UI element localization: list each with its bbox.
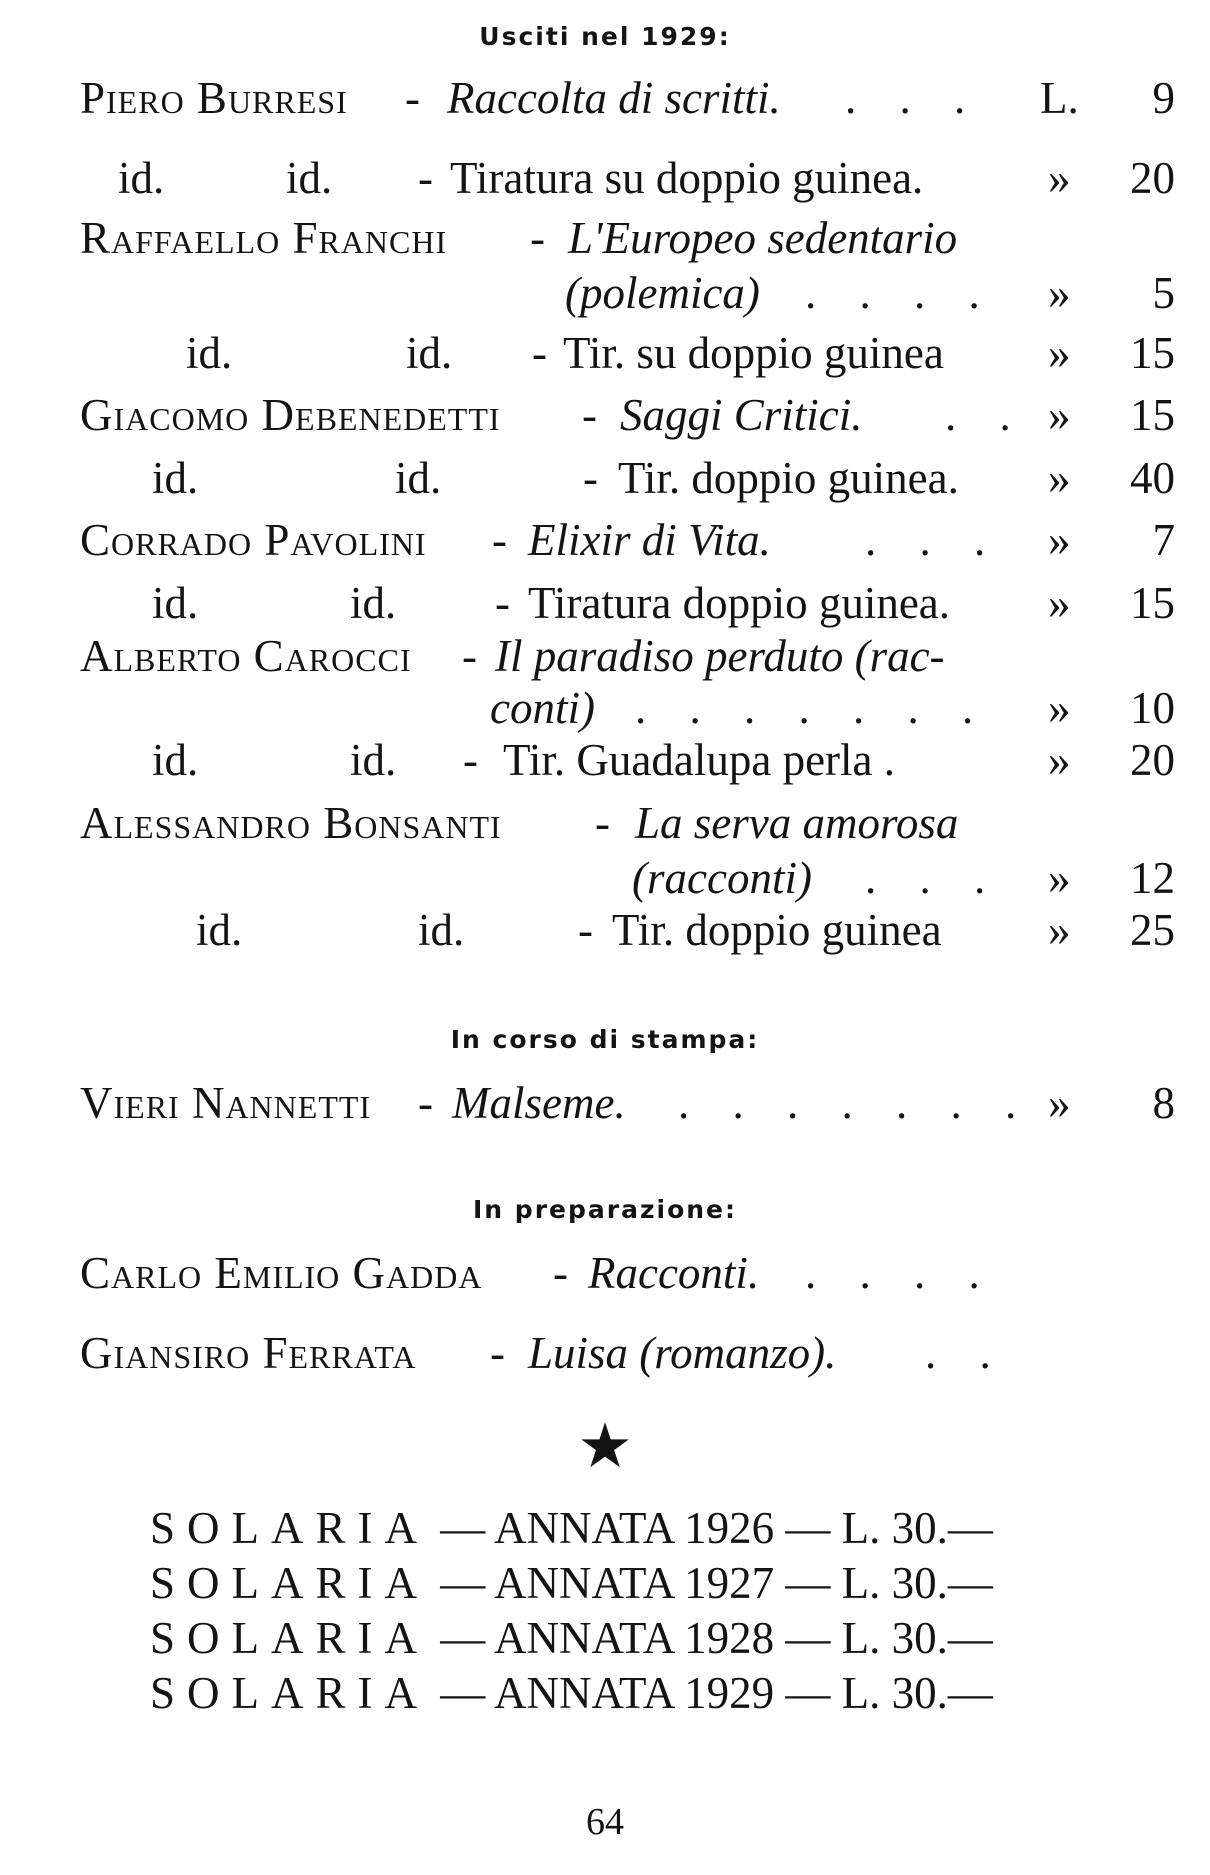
- book-author: Corrado Pavolini: [80, 515, 427, 565]
- book-author: Raffaello Franchi: [80, 213, 448, 263]
- currency: »: [1048, 683, 1071, 733]
- currency: »: [1048, 853, 1071, 903]
- price: 9: [1152, 73, 1175, 123]
- book-title-continued: (racconti): [632, 853, 812, 903]
- separator: -: [405, 73, 420, 123]
- section-heading-in-print: In corso di stampa:: [450, 1025, 760, 1054]
- price: 12: [1130, 853, 1175, 903]
- separator: -: [495, 578, 510, 628]
- book-title: La serva amorosa: [635, 798, 959, 848]
- book-row: [0, 150, 1210, 206]
- star-icon: ★: [577, 1409, 633, 1482]
- book-row: [0, 512, 1210, 568]
- ditto-author: id.: [152, 735, 199, 785]
- book-author: Alessandro Bonsanti: [80, 798, 502, 848]
- leader-dots: . . . .: [805, 1248, 996, 1298]
- price: 25: [1130, 905, 1175, 955]
- book-row: [0, 732, 1210, 788]
- book-row: [0, 575, 1210, 631]
- price: 20: [1130, 735, 1175, 785]
- book-row: [0, 628, 1210, 684]
- magazine-name: SOLARIA: [150, 1613, 430, 1663]
- currency: »: [1048, 390, 1071, 440]
- book-title: Luisa (romanzo).: [528, 1328, 837, 1378]
- leader-dots: . . . . . . .: [635, 683, 990, 733]
- book-title: L'Europeo sedentario: [568, 213, 958, 263]
- subscription-line: [150, 1500, 1130, 1556]
- leader-dots: . . .: [845, 73, 982, 123]
- book-author: Alberto Carocci: [80, 631, 412, 681]
- separator: -: [532, 328, 547, 378]
- magazine-name: SOLARIA: [150, 1668, 430, 1718]
- currency: »: [1048, 328, 1071, 378]
- ditto-author: id.: [152, 453, 199, 503]
- subscription-details: — ANNATA 1926 — L. 30.—: [440, 1503, 993, 1553]
- book-row: [0, 850, 1210, 906]
- book-row: [0, 795, 1210, 851]
- price: 5: [1152, 268, 1175, 318]
- book-author: Giacomo Debenedetti: [80, 390, 501, 440]
- separator: -: [530, 213, 545, 263]
- book-author: Giansiro Ferrata: [80, 1328, 417, 1378]
- section-heading-published: Usciti nel 1929:: [479, 22, 731, 51]
- subscription-details: — ANNATA 1929 — L. 30.—: [440, 1668, 993, 1718]
- book-title: Raccolta di scritti.: [447, 73, 781, 123]
- separator: -: [418, 1078, 433, 1128]
- book-title: Il paradiso perduto (rac-: [495, 631, 945, 681]
- price: 7: [1152, 515, 1175, 565]
- currency: L.: [1040, 73, 1079, 123]
- subscription-details: — ANNATA 1928 — L. 30.—: [440, 1613, 993, 1663]
- currency: »: [1048, 453, 1071, 503]
- leader-dots: . . . .: [805, 268, 996, 318]
- separator: -: [492, 515, 507, 565]
- subscription-line: [150, 1610, 1130, 1666]
- ditto-author: id.: [186, 328, 233, 378]
- price: 10: [1130, 683, 1175, 733]
- separator: -: [595, 798, 610, 848]
- book-row: [0, 387, 1210, 443]
- book-author: Piero Burresi: [80, 73, 348, 123]
- ditto-author: id.: [286, 153, 333, 203]
- book-edition: Tir. doppio guinea.: [618, 453, 959, 503]
- book-edition: Tir. su doppio guinea: [563, 328, 944, 378]
- ditto-author: id.: [196, 905, 243, 955]
- page-number: 64: [586, 1801, 624, 1843]
- book-row: [0, 70, 1210, 126]
- currency: »: [1048, 268, 1071, 318]
- ditto-author: id.: [350, 578, 397, 628]
- book-row: [0, 680, 1210, 736]
- leader-dots: . . .: [865, 515, 1002, 565]
- book-edition: Tiratura su doppio guinea.: [450, 153, 924, 203]
- currency: »: [1048, 153, 1071, 203]
- ditto-author: id.: [118, 153, 165, 203]
- book-edition: Tir. doppio guinea: [612, 905, 942, 955]
- price: 8: [1152, 1078, 1175, 1128]
- book-row: [0, 450, 1210, 506]
- book-row: [0, 210, 1210, 266]
- subscription-line: [150, 1555, 1130, 1611]
- currency: »: [1048, 735, 1071, 785]
- separator: -: [418, 153, 433, 203]
- book-row: [0, 902, 1210, 958]
- book-row: [0, 1245, 1210, 1301]
- book-row: [0, 325, 1210, 381]
- currency: »: [1048, 1078, 1071, 1128]
- book-edition: Tiratura doppio guinea.: [528, 578, 951, 628]
- separator: -: [462, 631, 477, 681]
- leader-dots: . . . . . . .: [678, 1078, 1033, 1128]
- leader-dots: . . .: [865, 853, 1002, 903]
- price: 40: [1130, 453, 1175, 503]
- book-row: [0, 1325, 1210, 1381]
- separator: -: [490, 1328, 505, 1378]
- price: 15: [1130, 578, 1175, 628]
- book-title: Saggi Critici.: [620, 390, 863, 440]
- magazine-name: SOLARIA: [150, 1558, 430, 1608]
- leader-dots: . .: [945, 390, 1027, 440]
- book-title: Malseme.: [452, 1078, 626, 1128]
- ditto-author: id.: [350, 735, 397, 785]
- separator: -: [583, 453, 598, 503]
- separator: -: [553, 1248, 568, 1298]
- currency: »: [1048, 905, 1071, 955]
- leader-dots: . .: [925, 1328, 1007, 1378]
- book-row: [0, 1075, 1210, 1131]
- book-row: [0, 265, 1210, 321]
- ditto-author: id.: [152, 578, 199, 628]
- price: 15: [1130, 328, 1175, 378]
- price: 15: [1130, 390, 1175, 440]
- book-title: Racconti.: [588, 1248, 760, 1298]
- ditto-author: id.: [406, 328, 453, 378]
- book-title-continued: conti): [490, 683, 595, 733]
- book-edition: Tir. Guadalupa perla .: [503, 735, 896, 785]
- currency: »: [1048, 578, 1071, 628]
- ditto-author: id.: [418, 905, 465, 955]
- separator: -: [582, 390, 597, 440]
- book-author: Carlo Emilio Gadda: [80, 1248, 483, 1298]
- magazine-name: SOLARIA: [150, 1503, 430, 1553]
- book-author: Vieri Nannetti: [80, 1078, 372, 1128]
- book-title-continued: (polemica): [565, 268, 760, 318]
- subscription-line: [150, 1665, 1130, 1721]
- book-title: Elixir di Vita.: [528, 515, 771, 565]
- section-heading-in-preparation: In preparazione:: [473, 1195, 737, 1224]
- ditto-author: id.: [395, 453, 442, 503]
- currency: »: [1048, 515, 1071, 565]
- separator: -: [578, 905, 593, 955]
- separator: -: [463, 735, 478, 785]
- price: 20: [1130, 153, 1175, 203]
- subscription-details: — ANNATA 1927 — L. 30.—: [440, 1558, 993, 1608]
